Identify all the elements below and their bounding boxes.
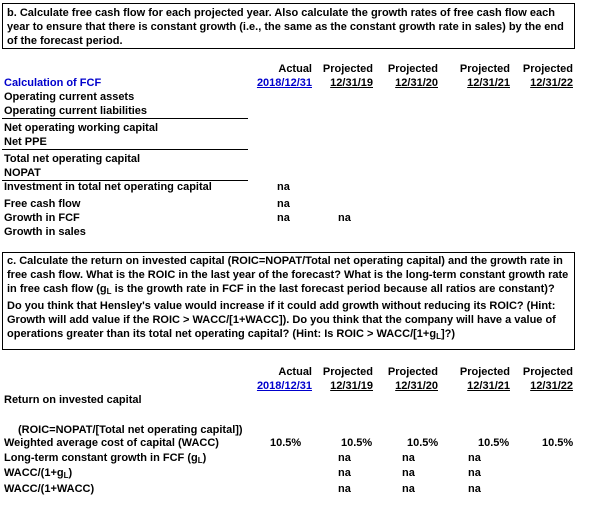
roic-formula: (ROIC=NOPAT/[Total net operating capital]) xyxy=(18,424,243,436)
header-actual: Actual xyxy=(278,366,312,378)
na-cell: na xyxy=(338,452,351,464)
date-2019: 12/31/19 xyxy=(330,380,373,392)
wacc-value: 10.5% xyxy=(341,437,373,449)
header-projected-4: Projected xyxy=(522,63,573,75)
question-b-text: b. Calculate free cash flow for each projected year. Also calculate the growth rates of free cash flow each year to ensure that there is constant growth (i.e., the same as the constant growth rate in sales) by the end of the forecast period. xyxy=(7,7,564,47)
question-b-box xyxy=(2,3,575,49)
header-projected-3: Projected xyxy=(459,63,510,75)
question-c-text-2: is the growth rate in FCF in the last forecast period because all ratios are constant)? Do you think that Hensley's value would increase if it could add growth without reducing its ROIC? (Hint: Growth will add value if the ROIC > WACC/[1+WACC]). Do you think that the company will have a value of operations greater than its total net operating capital? (Hint: Is ROIC > WACC/[1+g xyxy=(7,283,556,340)
na-cell: na xyxy=(468,483,481,495)
wacc-label: Weighted average cost of capital (WACC) xyxy=(4,437,219,449)
divider xyxy=(2,149,248,150)
question-c-sub-2: L xyxy=(436,332,441,341)
na-cell: na xyxy=(277,198,290,210)
na-cell: na xyxy=(338,467,351,479)
row-investment: Investment in total net operating capital xyxy=(4,181,212,193)
na-cell: na xyxy=(468,467,481,479)
date-2018: 2018/12/31 xyxy=(256,77,312,89)
divider xyxy=(2,118,248,119)
date-2021: 12/31/21 xyxy=(467,380,510,392)
header-projected-4: Projected xyxy=(522,366,573,378)
header-projected-1: Projected xyxy=(322,63,373,75)
na-cell: na xyxy=(338,212,351,224)
header-projected-2: Projected xyxy=(387,366,438,378)
na-cell: na xyxy=(402,483,415,495)
row-free-cash-flow: Free cash flow xyxy=(4,198,81,210)
row-growth-fcf: Growth in FCF xyxy=(4,212,80,224)
na-cell: na xyxy=(402,467,415,479)
header-projected-3: Projected xyxy=(459,366,510,378)
na-cell: na xyxy=(277,181,290,193)
date-2020: 12/31/20 xyxy=(395,380,438,392)
wacc-g-label: WACC/$(1+g_L)$ xyxy=(4,467,73,480)
row-nopat: NOPAT xyxy=(4,167,41,179)
question-c-sub-1: L xyxy=(106,287,112,296)
na-cell: na xyxy=(338,483,351,495)
wacc-value: 10.5% xyxy=(407,437,439,449)
header-projected-2: Projected xyxy=(387,63,438,75)
date-2021: 12/31/21 xyxy=(467,77,510,89)
date-2019: 12/31/19 xyxy=(330,77,373,89)
na-cell: na xyxy=(402,452,415,464)
question-c-box xyxy=(2,252,575,350)
wacc-wacc-label: WACC/(1+WACC) xyxy=(4,483,95,495)
row-operating-current-liabilities: Operating current liabilities xyxy=(4,105,148,117)
row-net-ppe: Net PPE xyxy=(4,136,47,148)
question-c-text-3: ]?) xyxy=(440,328,455,340)
date-2020: 12/31/20 xyxy=(395,77,438,89)
date-2022: 12/31/22 xyxy=(530,380,573,392)
na-cell: na xyxy=(468,452,481,464)
wacc-value: 10.5% xyxy=(542,437,574,449)
header-projected-1: Projected xyxy=(322,366,373,378)
row-growth-sales: Growth in sales xyxy=(4,226,86,238)
ltg-label: Long-term constant growth in FCF $(g_L)$ xyxy=(4,452,207,465)
header-actual: Actual xyxy=(278,63,312,75)
wacc-value: 10.5% xyxy=(478,437,510,449)
roic-label: Return on invested capital xyxy=(4,394,142,406)
date-2022: 12/31/22 xyxy=(530,77,573,89)
row-operating-current-assets: Operating current assets xyxy=(4,91,135,103)
na-cell: na xyxy=(277,212,290,224)
question-c-text-1: c. Calculate the return on invested capital (ROIC=NOPAT/Total net operating capital) and the growth rate in free cash flow. What is the ROIC in the last year of the forecast? What is the long-term constant growth rate in free cash flow (g xyxy=(7,255,569,295)
row-net-operating-working-capital: Net operating working capital xyxy=(4,122,159,134)
wacc-value: 10.5% xyxy=(270,437,302,449)
row-total-net-operating-capital: Total net operating capital xyxy=(4,153,141,165)
fcf-title: Calculation of FCF xyxy=(4,77,102,89)
date-2018: 2018/12/31 xyxy=(256,380,312,392)
